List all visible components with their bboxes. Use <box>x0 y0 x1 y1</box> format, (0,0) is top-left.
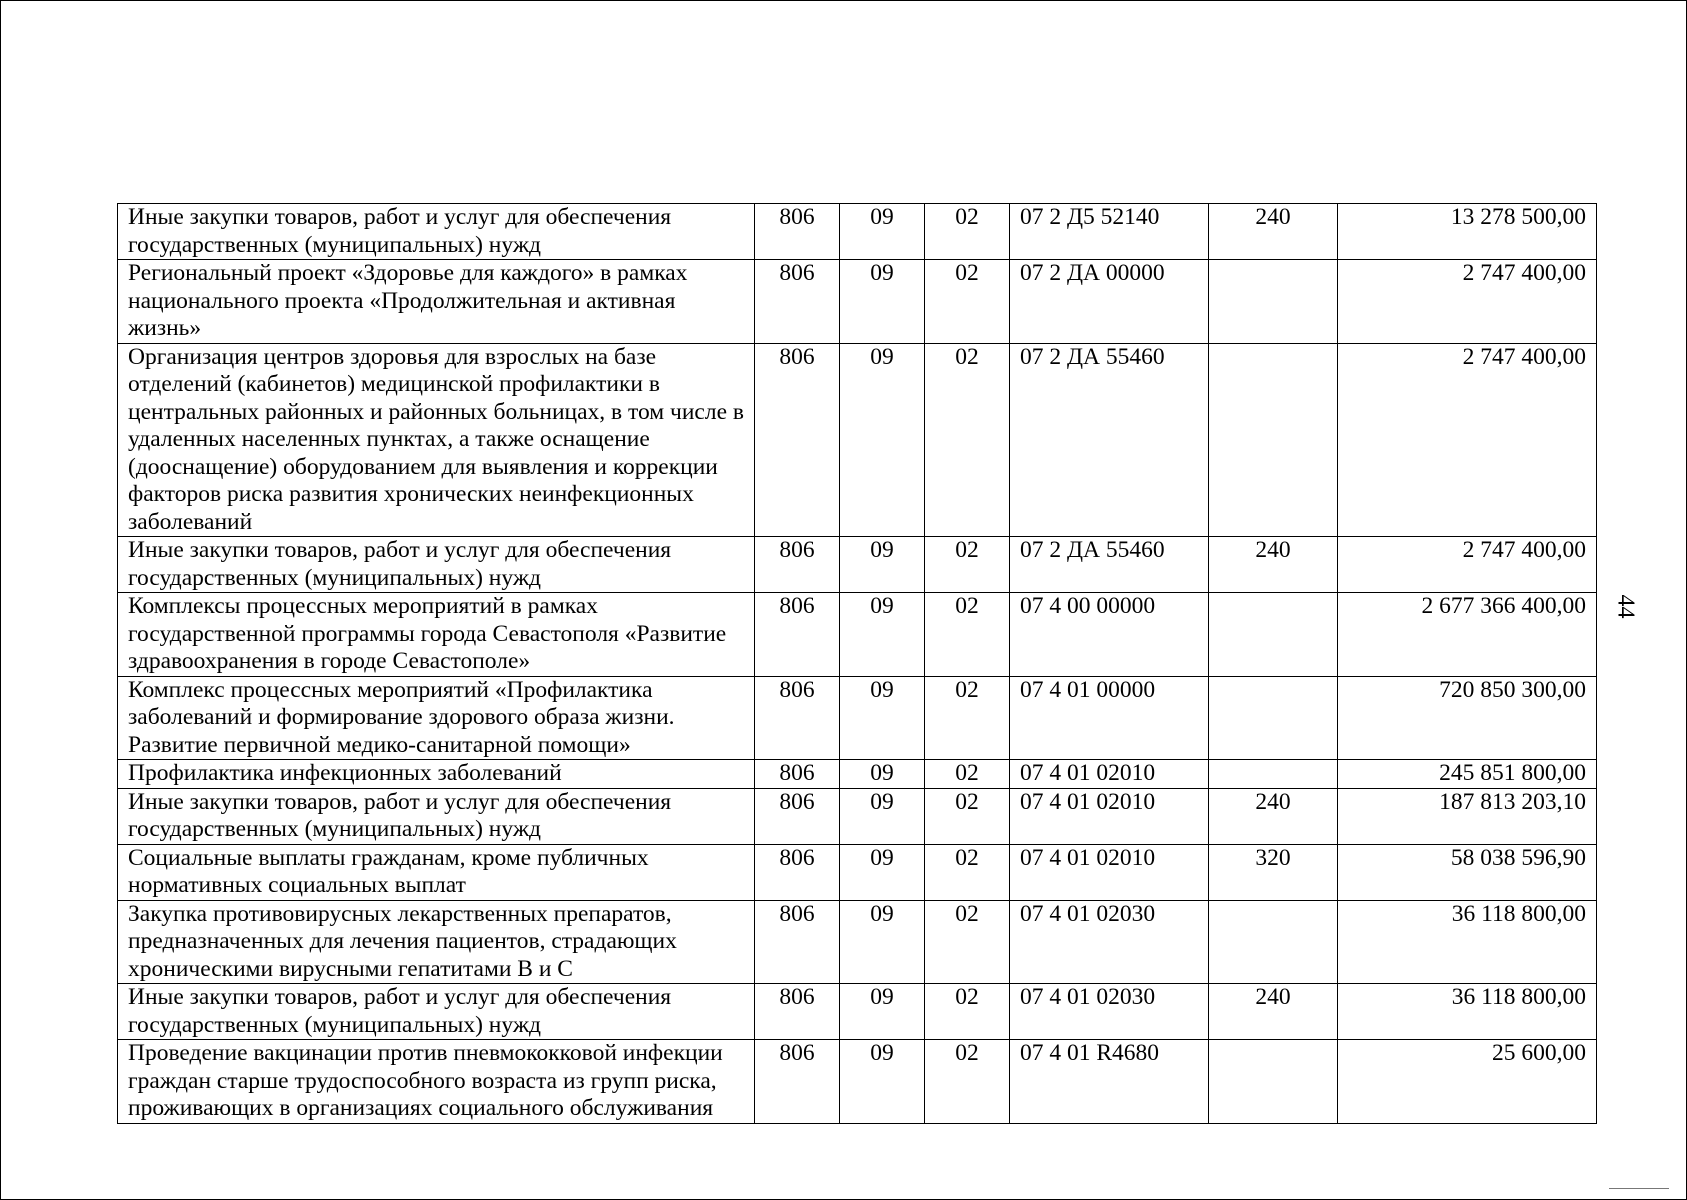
row-name: Иные закупки товаров, работ и услуг для обеспечения государственных (муниципальных) нужд <box>118 788 755 844</box>
row-csr: 07 2 Д5 52140 <box>1010 204 1209 260</box>
row-sum: 720 850 300,00 <box>1338 676 1597 760</box>
row-vr <box>1209 1040 1338 1124</box>
row-vr <box>1209 260 1338 344</box>
row-rz: 09 <box>840 900 925 984</box>
row-csr: 07 4 01 00000 <box>1010 676 1209 760</box>
row-csr: 07 2 ДА 55460 <box>1010 343 1209 537</box>
row-grbs: 806 <box>755 788 840 844</box>
row-rz: 09 <box>840 537 925 593</box>
table-row <box>118 788 1597 844</box>
row-grbs: 806 <box>755 900 840 984</box>
row-sum: 245 851 800,00 <box>1338 760 1597 789</box>
row-name: Проведение вакцинации против пневмококковой инфекции граждан старше трудоспособного возраста из групп риска, проживающих в организациях социального обслуживания <box>118 1040 755 1124</box>
row-name: Комплексы процессных мероприятий в рамках государственной программы города Севастополя «Развитие здравоохранения в городе Севастополе» <box>118 593 755 677</box>
table-row <box>118 1040 1597 1124</box>
row-rz: 09 <box>840 204 925 260</box>
row-pr: 02 <box>925 1040 1010 1124</box>
row-vr: 240 <box>1209 788 1338 844</box>
row-sum: 2 747 400,00 <box>1338 537 1597 593</box>
row-sum: 2 677 366 400,00 <box>1338 593 1597 677</box>
row-pr: 02 <box>925 760 1010 789</box>
row-sum: 187 813 203,10 <box>1338 788 1597 844</box>
table-row <box>118 844 1597 900</box>
row-grbs: 806 <box>755 984 840 1040</box>
row-sum: 58 038 596,90 <box>1338 844 1597 900</box>
table-row <box>118 593 1597 677</box>
table-row <box>118 343 1597 537</box>
row-sum: 36 118 800,00 <box>1338 984 1597 1040</box>
scan-edge-line <box>1609 1188 1669 1189</box>
row-pr: 02 <box>925 593 1010 677</box>
row-pr: 02 <box>925 676 1010 760</box>
row-pr: 02 <box>925 844 1010 900</box>
row-name: Комплекс процессных мероприятий «Профилактика заболеваний и формирование здорового образа жизни. Развитие первичной медико-санитарной помощи» <box>118 676 755 760</box>
row-grbs: 806 <box>755 844 840 900</box>
row-rz: 09 <box>840 844 925 900</box>
row-csr: 07 4 01 02010 <box>1010 788 1209 844</box>
row-rz: 09 <box>840 1040 925 1124</box>
row-rz: 09 <box>840 984 925 1040</box>
row-pr: 02 <box>925 984 1010 1040</box>
row-sum: 2 747 400,00 <box>1338 343 1597 537</box>
row-vr <box>1209 900 1338 984</box>
row-rz: 09 <box>840 343 925 537</box>
row-grbs: 806 <box>755 260 840 344</box>
row-pr: 02 <box>925 537 1010 593</box>
row-rz: 09 <box>840 260 925 344</box>
row-rz: 09 <box>840 593 925 677</box>
table-row <box>118 260 1597 344</box>
row-sum: 2 747 400,00 <box>1338 260 1597 344</box>
row-rz: 09 <box>840 760 925 789</box>
table-row <box>118 760 1597 789</box>
row-csr: 07 4 01 02030 <box>1010 900 1209 984</box>
table-row <box>118 984 1597 1040</box>
row-name: Профилактика инфекционных заболеваний <box>118 760 755 789</box>
row-pr: 02 <box>925 900 1010 984</box>
table-row <box>118 676 1597 760</box>
row-sum: 25 600,00 <box>1338 1040 1597 1124</box>
row-vr <box>1209 593 1338 677</box>
table-row <box>118 204 1597 260</box>
row-pr: 02 <box>925 343 1010 537</box>
row-vr: 320 <box>1209 844 1338 900</box>
row-grbs: 806 <box>755 593 840 677</box>
row-vr <box>1209 343 1338 537</box>
row-csr: 07 2 ДА 55460 <box>1010 537 1209 593</box>
row-vr: 240 <box>1209 537 1338 593</box>
row-rz: 09 <box>840 676 925 760</box>
row-grbs: 806 <box>755 537 840 593</box>
row-grbs: 806 <box>755 676 840 760</box>
row-sum: 13 278 500,00 <box>1338 204 1597 260</box>
row-rz: 09 <box>840 788 925 844</box>
row-sum: 36 118 800,00 <box>1338 900 1597 984</box>
row-grbs: 806 <box>755 204 840 260</box>
row-vr <box>1209 760 1338 789</box>
row-csr: 07 4 01 02030 <box>1010 984 1209 1040</box>
table-row <box>118 900 1597 984</box>
row-vr <box>1209 676 1338 760</box>
row-name: Иные закупки товаров, работ и услуг для обеспечения государственных (муниципальных) нужд <box>118 537 755 593</box>
row-csr: 07 4 01 02010 <box>1010 760 1209 789</box>
table-row <box>118 537 1597 593</box>
budget-table <box>117 203 1597 1124</box>
row-name: Закупка противовирусных лекарственных препаратов, предназначенных для лечения пациентов, страдающих хроническими вирусными гепатитами В и С <box>118 900 755 984</box>
row-name: Организация центров здоровья для взрослых на базе отделений (кабинетов) медицинской профилактики в центральных районных и районных больницах, в том числе в удаленных населенных пунктах, а также оснащение (дооснащение) оборудованием для выявления и коррекции факторов риска развития хронических неинфекционных заболеваний <box>118 343 755 537</box>
row-csr: 07 4 01 R4680 <box>1010 1040 1209 1124</box>
row-grbs: 806 <box>755 760 840 789</box>
row-vr: 240 <box>1209 984 1338 1040</box>
row-grbs: 806 <box>755 343 840 537</box>
row-name: Иные закупки товаров, работ и услуг для обеспечения государственных (муниципальных) нужд <box>118 204 755 260</box>
row-pr: 02 <box>925 788 1010 844</box>
row-csr: 07 4 01 02010 <box>1010 844 1209 900</box>
row-name: Региональный проект «Здоровье для каждого» в рамках национального проекта «Продолжительная и активная жизнь» <box>118 260 755 344</box>
row-csr: 07 2 ДА 00000 <box>1010 260 1209 344</box>
row-name: Социальные выплаты гражданам, кроме публичных нормативных социальных выплат <box>118 844 755 900</box>
row-vr: 240 <box>1209 204 1338 260</box>
row-pr: 02 <box>925 260 1010 344</box>
row-csr: 07 4 00 00000 <box>1010 593 1209 677</box>
row-pr: 02 <box>925 204 1010 260</box>
page-number: 44 <box>1612 594 1639 619</box>
row-grbs: 806 <box>755 1040 840 1124</box>
row-name: Иные закупки товаров, работ и услуг для обеспечения государственных (муниципальных) нужд <box>118 984 755 1040</box>
